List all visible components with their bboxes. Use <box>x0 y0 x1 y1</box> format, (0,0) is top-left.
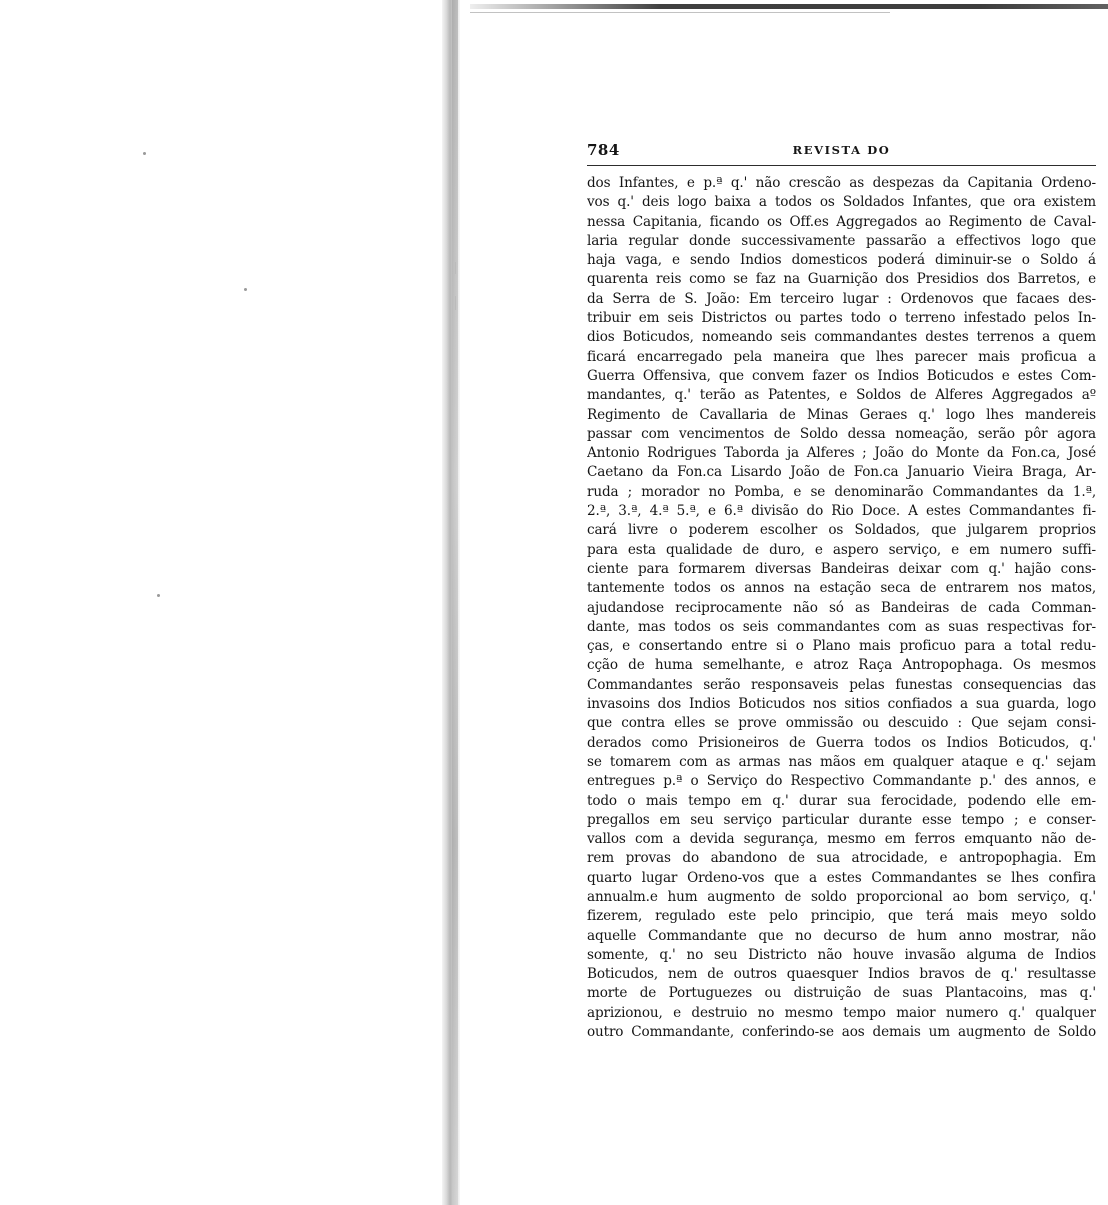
running-head <box>587 141 1096 163</box>
text-line: mandantes, q.' terão as Patentes, e Soldos de Alferes Aggregados aº <box>587 387 1096 404</box>
text-line: ças, e consertando entre si o Plano mais proficuo para a total redu- <box>587 638 1096 655</box>
scan-mark <box>455 296 456 310</box>
text-line: haja vaga, e sendo Indios domesticos poderá diminuir-se o Soldo á <box>587 252 1096 269</box>
running-head-title: REVISTA DO <box>792 143 891 157</box>
text-line: se tomarem com as armas nas mãos em qualquer ataque e q.' sejam <box>587 753 1096 770</box>
text-line: Commandantes serão responsaveis pelas funestas consequencias das <box>587 676 1096 693</box>
text-line: passar com vencimentos de Soldo dessa nomeação, serão pôr agora <box>587 425 1096 442</box>
text-line: Boticudos, nem de outros quaesquer Indios bravos de q.' resultasse <box>587 966 1096 983</box>
text-line: morte de Portuguezes ou distruição de suas Plantacoins, mas q.' <box>587 985 1096 1002</box>
scan-mark <box>455 262 456 274</box>
text-line: tantemente todos os annos na estação seca de entrarem nos matos, <box>587 580 1096 597</box>
text-line: cará livre o poderem escolher os Soldados, que julgarem proprios <box>587 522 1096 539</box>
text-line: aprizionou, e destruio no mesmo tempo maior numero q.' qualquer <box>587 1004 1096 1021</box>
text-line: derados como Prisioneiros de Guerra todos os Indios Boticudos, q.' <box>587 734 1096 751</box>
text-line: ajudandose reciprocamente não só as Bandeiras de cada Comman- <box>587 599 1096 616</box>
text-line: pregallos em seu serviço particular durante esse tempo ; e conser- <box>587 811 1096 828</box>
text-line: Guerra Offensiva, que convem fazer os Indios Boticudos e estes Com- <box>587 367 1096 384</box>
page-body-text <box>587 174 1096 1042</box>
text-line: somente, q.' no seu Districto não houve invasão alguma de Indios <box>587 946 1096 963</box>
text-line: cção de huma semelhante, e atroz Raça Antropophaga. Os mesmos <box>587 657 1096 674</box>
text-line: dios Boticudos, nomeando seis commandantes destes terrenos a quem <box>587 329 1096 346</box>
text-line: para esta qualidade de duro, e aspero serviço, e em numero suffi- <box>587 541 1096 558</box>
text-line: laria regular donde successivamente passarão a effectivos logo que <box>587 232 1096 249</box>
text-line: nessa Capitania, ficando os Off.es Aggregados ao Regimento de Caval- <box>587 213 1096 230</box>
page-top-edge-line <box>470 12 890 13</box>
text-line: entregues p.ª o Serviço do Respectivo Commandante p.' des annos, e <box>587 773 1096 790</box>
text-line: da Serra de S. João: Em terceiro lugar : Ordenovos que facaes des- <box>587 290 1096 307</box>
scan-speck <box>143 152 146 155</box>
text-line: que contra elles se prove ommissão ou descuido : Que sejam consi- <box>587 715 1096 732</box>
scan-speck <box>244 288 247 291</box>
page-number: 784 <box>587 141 620 159</box>
scan-speck <box>157 594 160 597</box>
text-line: ciente para formarem diversas Bandeiras deixar com q.' hajão cons- <box>587 560 1096 577</box>
text-line: aquelle Commandante que no decurso de hum anno mostrar, não <box>587 927 1096 944</box>
text-line: tribuir em seis Districtos ou partes todo o terreno infestado pelos In- <box>587 310 1096 327</box>
text-line: fizerem, regulado este pelo principio, que terá mais meyo soldo <box>587 908 1096 925</box>
text-line: quarenta reis como se faz na Guarnição dos Presidios dos Barretos, e <box>587 271 1096 288</box>
text-line: todo o mais tempo em q.' durar sua ferocidade, podendo elle em- <box>587 792 1096 809</box>
text-line: vallos com a devida segurança, mesmo em ferros emquanto não de- <box>587 831 1096 848</box>
text-line: 2.ª, 3.ª, 4.ª 5.ª, e 6.ª divisão do Rio Doce. A estes Commandantes fi- <box>587 503 1096 520</box>
text-line: annualm.e hum augmento de soldo proporcional ao bom serviço, q.' <box>587 888 1096 905</box>
text-line: dante, mas todos os seis commandantes com as suas respectivas for- <box>587 618 1096 635</box>
text-line: ruda ; morador no Pomba, e se denominarão Commandantes da 1.ª, <box>587 483 1096 500</box>
text-line: Caetano da Fon.ca Lisardo João de Fon.ca Januario Vieira Braga, Ar- <box>587 464 1096 481</box>
text-line: Regimento de Cavallaria de Minas Geraes q.' logo lhes mandereis <box>587 406 1096 423</box>
text-line: dos Infantes, e p.ª q.' não crescão as despezas da Capitania Ordeno- <box>587 175 1096 191</box>
text-line: outro Commandante, conferindo-se aos demais um augmento de Soldo <box>587 1024 1096 1041</box>
binding-edge <box>452 0 458 1205</box>
text-line: rem provas do abandono de sua atrocidade, e antropophagia. Em <box>587 850 1096 867</box>
text-line: vos q.' deis logo baixa a todos os Soldados Infantes, que ora existem <box>587 194 1096 211</box>
text-line: invasoins dos Indios Boticudos nos sitios confiados a sua guarda, logo <box>587 696 1096 713</box>
text-line: ficará encarregado pela maneira que lhes parecer mais proficua a <box>587 348 1096 365</box>
text-line: Antonio Rodrigues Taborda ja Alferes ; João do Monte da Fon.ca, José <box>587 445 1096 462</box>
text-line: quarto lugar Ordeno-vos que a estes Commandantes se lhes confira <box>587 869 1096 886</box>
header-rule <box>587 165 1096 166</box>
page-top-edge <box>470 4 1108 9</box>
